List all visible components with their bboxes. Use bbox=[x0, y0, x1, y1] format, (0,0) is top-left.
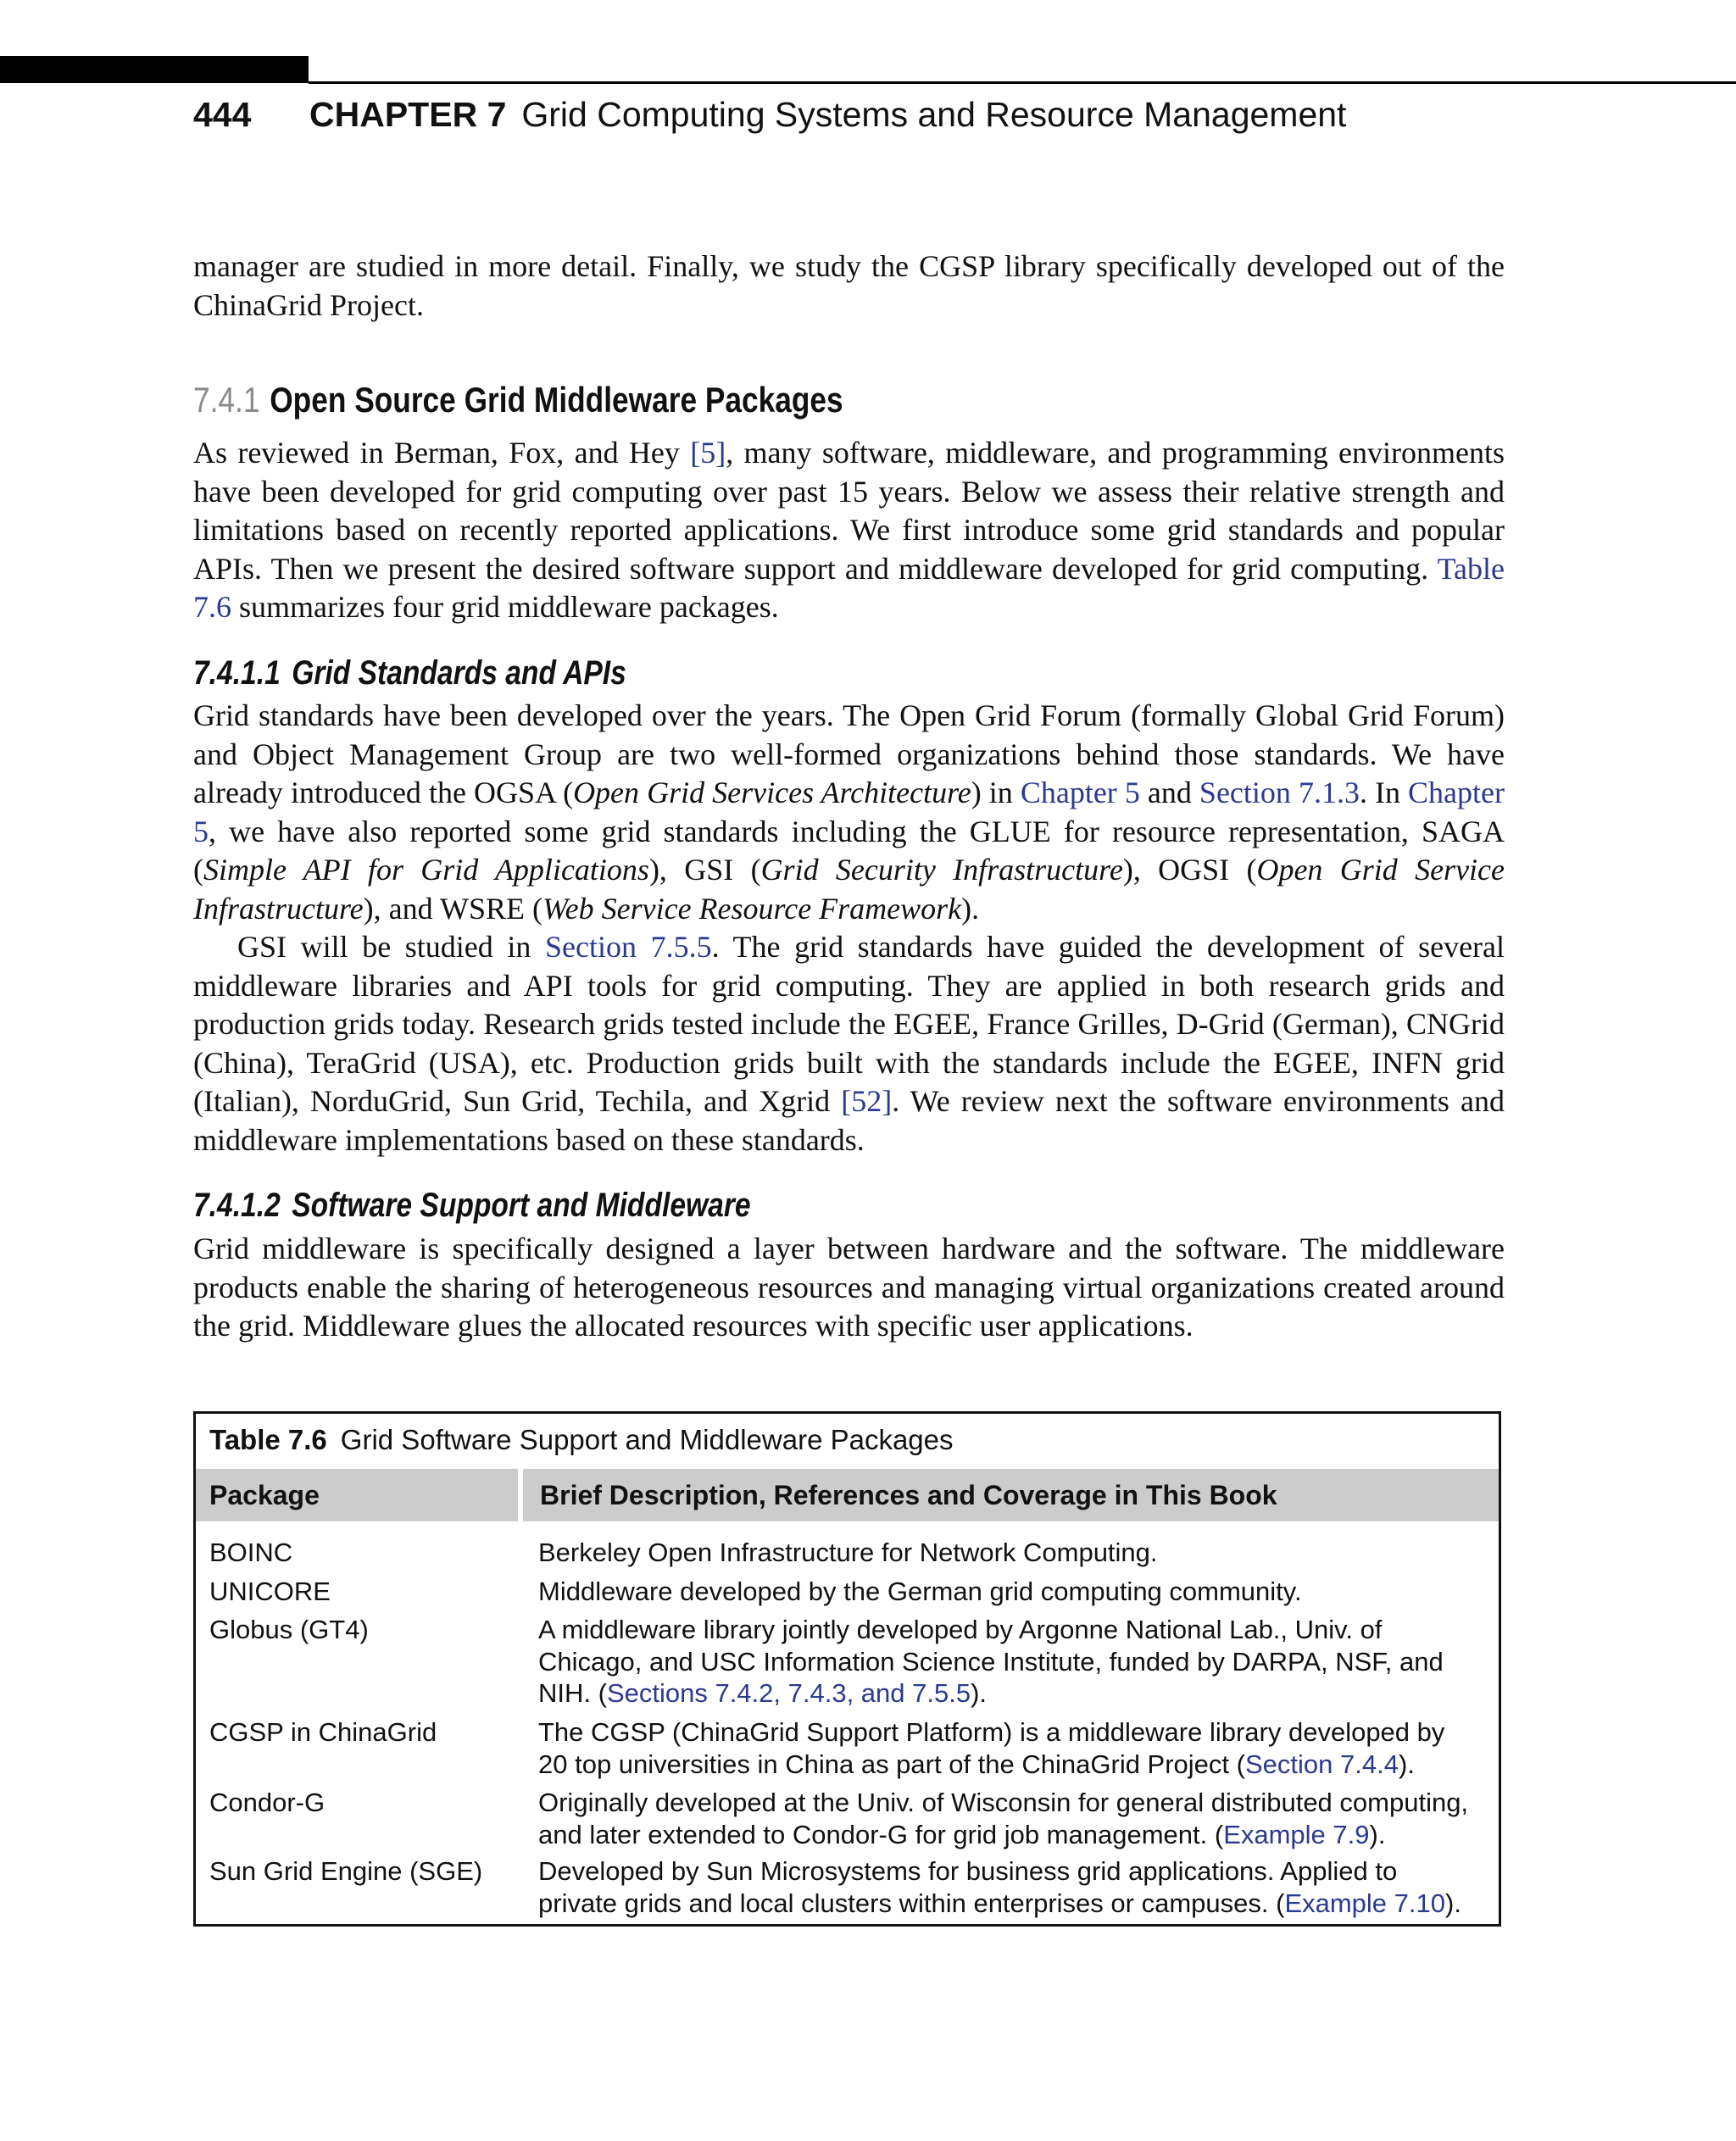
section-7-4-1-body bbox=[193, 434, 1505, 627]
text-run: ), and WSRE ( bbox=[363, 891, 542, 926]
header-rule bbox=[309, 81, 1736, 84]
package-description bbox=[538, 1855, 1479, 1919]
text-run: . The grid standards have guided the development of several middleware libraries and API tools for grid computing. They are applied in both research grids and production grids today. Research grids tested include the EGEE, France Grilles, D-Grid (German), CNGrid (China), TeraGrid (USA), etc. Production grids built with the standards include the EGEE, INFN grid (Italian), NorduGrid, Sun Grid, Techila, and Xgrid bbox=[193, 930, 1505, 1118]
package-name: Condor-G bbox=[209, 1788, 326, 1817]
package-name: Globus (GT4) bbox=[209, 1615, 369, 1644]
section-heading-7-4-1 bbox=[193, 380, 843, 420]
page-number: 444 bbox=[193, 95, 252, 134]
italic-term: Open Grid Services Architecture bbox=[573, 776, 971, 809]
text-run: and bbox=[1139, 776, 1199, 809]
header-black-bar bbox=[0, 56, 309, 83]
text-run: ), OGSI ( bbox=[1122, 853, 1257, 887]
table-title: Grid Software Support and Middleware Packages bbox=[340, 1424, 954, 1455]
subsection-heading-7-4-1-2 bbox=[193, 1187, 751, 1225]
column-header-description: Brief Description, References and Coverage in This Book bbox=[523, 1469, 1499, 1521]
table-7-6 bbox=[193, 1411, 1501, 1927]
subsection-number: 7.4.1.2 bbox=[193, 1187, 281, 1224]
chapter-title: Grid Computing Systems and Resource Management bbox=[521, 95, 1347, 134]
italic-term: Grid Security Infrastructure bbox=[760, 853, 1123, 887]
text-run: Developed by Sun Microsystems for business grid applications. Applied to private grids and local clusters within enterprises or campuses. ( bbox=[538, 1856, 1398, 1918]
package-name: UNICORE bbox=[209, 1577, 331, 1606]
intro-text: manager are studied in more detail. Finally, we study the CGSP library specifically developed out of the ChinaGrid Project. bbox=[193, 249, 1505, 322]
table-header bbox=[196, 1469, 1499, 1521]
text-run: ). bbox=[1369, 1819, 1386, 1849]
example-link[interactable]: Example 7.10 bbox=[1284, 1888, 1445, 1918]
column-header-package: Package bbox=[196, 1469, 518, 1521]
chapter-label: CHAPTER 7 bbox=[309, 95, 507, 134]
section-title: Open Source Grid Middleware Packages bbox=[270, 380, 843, 420]
text-run: , many software, middleware, and programming environments have been developed for grid computing over past 15 years. Below we assess their relative strength and limitations based on recently reported applications. We first introduce some grid standards and popular APIs. Then we present the desired software support and middleware developed for grid computing. bbox=[193, 436, 1505, 586]
text-run: ). bbox=[971, 1678, 988, 1708]
subsection-heading-7-4-1-1 bbox=[193, 654, 626, 692]
section-7-4-1-2-body bbox=[193, 1230, 1505, 1346]
citation-link[interactable]: [5] bbox=[690, 436, 726, 470]
text-run: . We review next the software environments and middleware implementations based on these standards. bbox=[193, 1084, 1505, 1157]
intro-paragraph bbox=[193, 247, 1505, 325]
package-description: Middleware developed by the German grid computing community. bbox=[538, 1577, 1302, 1606]
package-name: Sun Grid Engine (SGE) bbox=[209, 1856, 483, 1886]
text-run: ). bbox=[961, 891, 980, 926]
package-description bbox=[538, 1614, 1479, 1710]
chapter-link[interactable]: Chapter 5 bbox=[193, 776, 1505, 848]
section-link[interactable]: Section 7.1.3 bbox=[1199, 776, 1360, 809]
text-run: Grid standards have been developed over the years. The Open Grid Forum (formally Global Grid Forum) and Object Management Group are two well-formed organizations behind those standards. We have already introduced the OGSA ( bbox=[193, 698, 1505, 809]
text-run: summarizes four grid middleware packages. bbox=[231, 590, 779, 624]
table-caption bbox=[209, 1424, 954, 1456]
text-run: . In bbox=[1359, 776, 1409, 809]
text-run: , we have also reported some grid standards including the GLUE for resource representation, SAGA ( bbox=[193, 814, 1505, 887]
chapter-link[interactable]: Chapter 5 bbox=[1020, 776, 1140, 809]
section-link[interactable]: Sections 7.4.2, 7.4.3, and 7.5.5 bbox=[606, 1678, 971, 1708]
text-run: Originally developed at the Univ. of Wisconsin for general distributed computing, and later extended to Condor-G for grid job management. ( bbox=[538, 1788, 1469, 1849]
package-description bbox=[538, 1787, 1479, 1850]
paragraph bbox=[193, 928, 1505, 1159]
package-description bbox=[538, 1716, 1479, 1780]
text-run: ). bbox=[1398, 1749, 1415, 1779]
section-number: 7.4.1 bbox=[193, 380, 260, 420]
table-label: Table 7.6 bbox=[209, 1424, 327, 1455]
italic-term: Simple API for Grid Applications bbox=[203, 853, 649, 887]
text-run: ), GSI ( bbox=[648, 853, 761, 887]
text-run: ). bbox=[1445, 1888, 1461, 1918]
paragraph bbox=[193, 434, 1505, 627]
subsection-title: Grid Standards and APIs bbox=[292, 654, 626, 692]
subsection-number: 7.4.1.1 bbox=[193, 654, 281, 692]
italic-term: Open Grid Service Infrastructure bbox=[193, 853, 1505, 926]
package-name: CGSP in ChinaGrid bbox=[209, 1717, 437, 1747]
running-head bbox=[193, 95, 1346, 135]
section-link[interactable]: Section 7.4.4 bbox=[1244, 1749, 1399, 1779]
text-run: ) in bbox=[971, 776, 1021, 809]
italic-term: Web Service Resource Framework bbox=[542, 891, 962, 926]
citation-link[interactable]: [52] bbox=[841, 1084, 893, 1118]
section-7-4-1-1-body bbox=[193, 697, 1505, 1159]
package-description: Berkeley Open Infrastructure for Network Computing. bbox=[538, 1538, 1158, 1567]
paragraph: Grid middleware is specifically designed a layer between hardware and the software. The middleware products enable the sharing of heterogeneous resources and managing virtual organizations created around the grid. Middleware glues the allocated resources with specific user applications. bbox=[193, 1232, 1505, 1343]
text-run: As reviewed in Berman, Fox, and Hey bbox=[193, 436, 691, 470]
example-link[interactable]: Example 7.9 bbox=[1223, 1819, 1370, 1849]
paragraph bbox=[193, 697, 1505, 928]
text-run: GSI will be studied in bbox=[237, 930, 545, 964]
table-link[interactable]: Table 7.6 bbox=[193, 551, 1505, 624]
section-link[interactable]: Section 7.5.5 bbox=[544, 930, 712, 964]
package-name: BOINC bbox=[209, 1538, 293, 1567]
text-run: The CGSP (ChinaGrid Support Platform) is a middleware library developed by 20 top universities in China as part of the ChinaGrid Project ( bbox=[538, 1717, 1445, 1779]
subsection-title: Software Support and Middleware bbox=[292, 1187, 751, 1224]
text-run: A middleware library jointly developed by Argonne National Lab., Univ. of Chicago, and USC Information Science Institute, funded by DARPA, NSF, and NIH. ( bbox=[538, 1615, 1444, 1708]
